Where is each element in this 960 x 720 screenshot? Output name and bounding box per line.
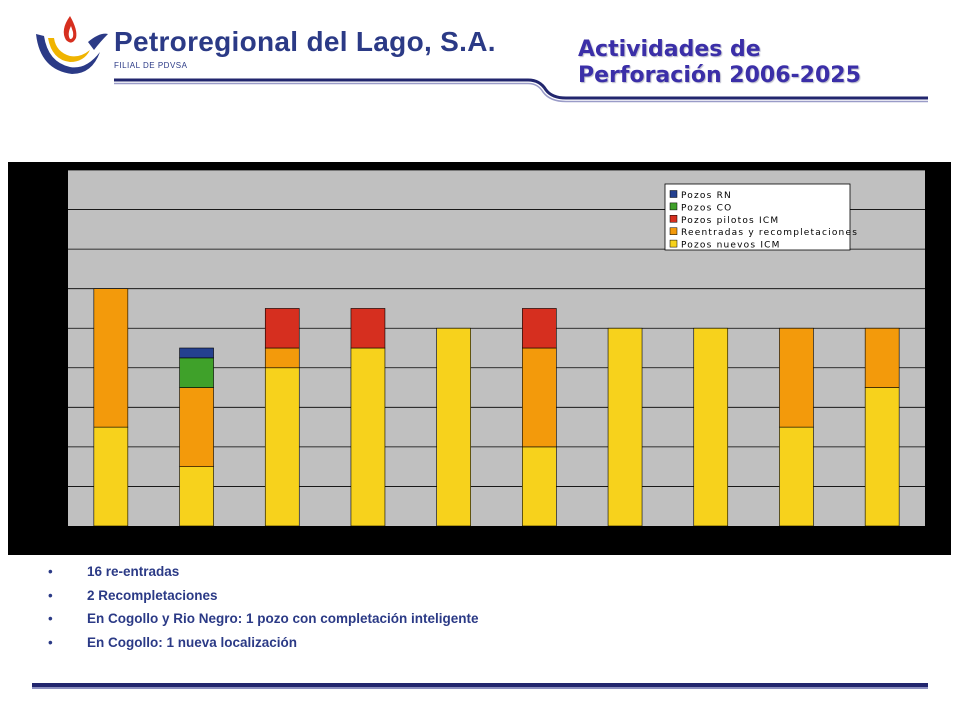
bullet-item: • 2 Recompletaciones: [48, 587, 218, 603]
bullet-text: En Cogollo y Rio Negro: 1 pozo con completación inteligente: [87, 611, 479, 626]
bar-segment: [180, 388, 214, 467]
bar-segment: [522, 308, 556, 348]
bar-segment: [608, 328, 642, 526]
bar-segment: [180, 348, 214, 358]
legend-swatch: [670, 215, 677, 222]
legend-label: Pozos RN: [681, 191, 732, 201]
legend-swatch: [670, 191, 677, 198]
bar-segment: [865, 388, 899, 526]
slide-title-line-1: Actividades de: [578, 37, 761, 62]
bar-segment: [351, 348, 385, 526]
bar-segment: [779, 328, 813, 427]
bar-segment: [351, 308, 385, 348]
footer-rule: [32, 683, 928, 689]
bar-segment: [522, 348, 556, 447]
bar-segment: [437, 328, 471, 526]
bar-segment: [779, 427, 813, 526]
slide-title: [578, 37, 861, 89]
bar-segment: [94, 289, 128, 427]
chart-frame: [8, 162, 951, 555]
legend-label: Pozos CO: [681, 203, 733, 214]
bar-segment: [522, 447, 556, 526]
slide-title-line-2: Perforación 2006-2025: [578, 63, 861, 88]
legend-label: Pozos nuevos ICM: [681, 240, 781, 251]
legend-label: Pozos pilotos ICM: [681, 215, 780, 226]
bullet-text: 16 re-entradas: [87, 564, 180, 579]
bar-segment: [265, 348, 299, 368]
bullet-list: [48, 562, 479, 656]
legend-swatch: [670, 228, 677, 235]
bullet-item: • En Cogollo y Rio Negro: 1 pozo con completación inteligente: [48, 611, 479, 626]
bullet-text: 2 Recompletaciones: [87, 587, 218, 603]
bullet-item: • En Cogollo: 1 nueva localización: [48, 634, 298, 650]
legend-label: Reentradas y recompletaciones: [681, 228, 859, 239]
bar-segment: [180, 467, 214, 526]
bar-segment: [865, 328, 899, 387]
company-subtitle: FILIAL DE PDVSA: [114, 61, 188, 70]
company-name: Petroregional del Lago, S.A.: [114, 26, 496, 57]
bar-segment: [265, 368, 299, 526]
bar-segment: [694, 328, 728, 526]
stacked-bar-chart: [8, 162, 951, 555]
bullet-text: En Cogollo: 1 nueva localización: [87, 634, 298, 650]
legend-swatch: [670, 240, 677, 247]
legend-swatch: [670, 203, 677, 210]
bar-segment: [265, 308, 299, 348]
bar-segment: [94, 427, 128, 526]
bullet-item: • 16 re-entradas: [48, 564, 180, 579]
bar-segment: [180, 358, 214, 388]
